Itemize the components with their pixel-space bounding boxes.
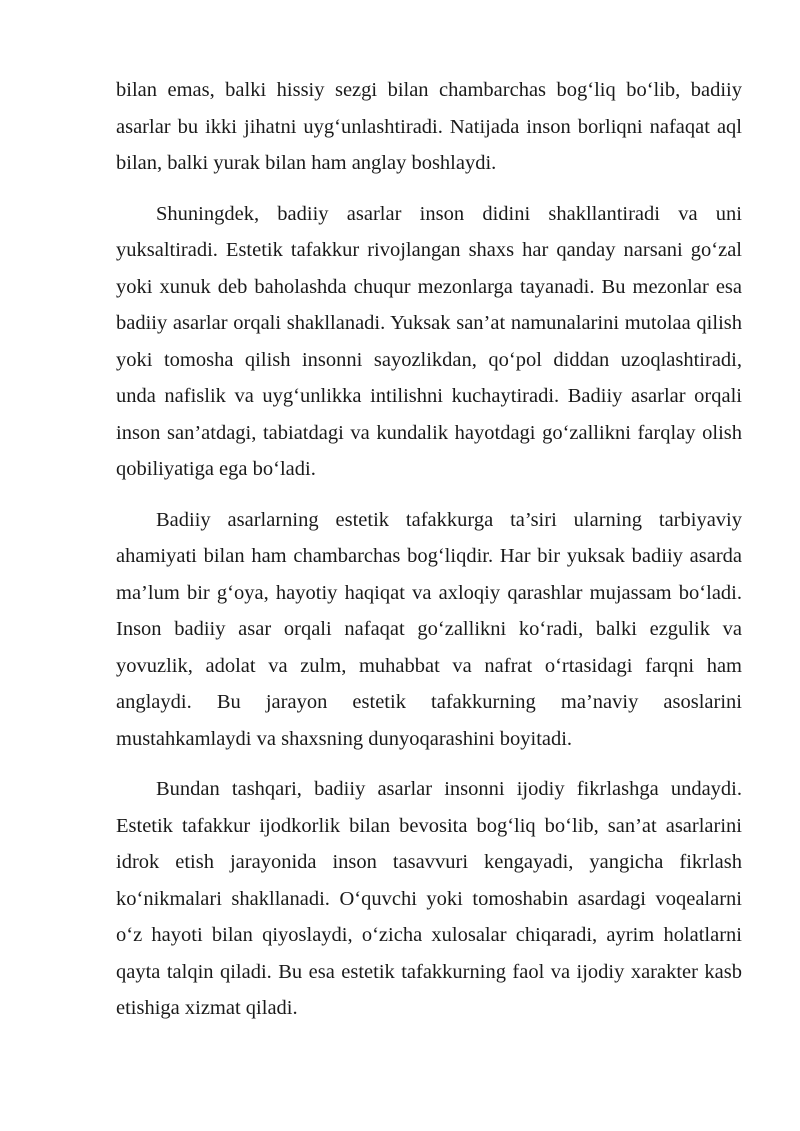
paragraph: Badiiy asarlarning estetik tafakkurga ta’siri ularning tarbiyaviy ahamiyati bilan ham chambarchas bog‘liqdir. Har bir yuksak badiiy asarda ma’lum bir g‘oya, hayotiy haqiqat va axloqiy qarashlar mujassam bo‘ladi. Inson badiiy asar orqali nafaqat go‘zallikni ko‘radi, balki ezgulik va yovuzlik, adolat va zulm, muhabbat va nafrat o‘rtasidagi farqni ham anglaydi. Bu jarayon estetik tafakkurning ma’naviy asoslarini mustahkamlaydi va shaxsning dunyoqarashini boyitadi.: [116, 508, 742, 750]
paragraph-continuation: bilan emas, balki hissiy sezgi bilan chambarchas bog‘liq bo‘lib, badiiy asarlar bu ikki jihatni uyg‘unlashtiradi. Natijada inson borliqni nafaqat aql bilan, balki yurak bilan ham anglay boshlaydi.: [116, 79, 742, 174]
paragraph: Shuningdek, badiiy asarlar inson didini shakllantiradi va uni yuksaltiradi. Estetik tafakkur rivojlangan shaxs har qanday narsani go‘zal yoki xunuk deb baholashda chuqur mezonlarga tayanadi. Bu mezonlar esa badiiy asarlar orqali shakllanadi. Yuksak san’at namunalarini mutolaa qilish yoki tomosha qilish insonni sayozlikdan, qo‘pol diddan uzoqlashtiradi, unda nafislik va uyg‘unlikka intilishni kuchaytiradi. Badiiy asarlar orqali inson san’atdagi, tabiatdagi va kundalik hayotdagi go‘zallikni farqlay olish qobiliyatiga ega bo‘ladi.: [116, 202, 742, 480]
paragraph: Bundan tashqari, badiiy asarlar insonni ijodiy fikrlashga undaydi. Estetik tafakkur ijodkorlik bilan bevosita bog‘liq bo‘lib, san’at asarlarini idrok etish jarayonida inson tasavvuri kengayadi, yangicha fikrlash ko‘nikmalari shakllanadi. O‘quvchi yoki tomoshabin asardagi voqealarni o‘z hayoti bilan qiyoslaydi, o‘zicha xulosalar chiqaradi, ayrim holatlarni qayta talqin qiladi. Bu esa estetik tafakkurning faol va ijodiy xarakter kasb etishiga xizmat qiladi.: [116, 778, 742, 1019]
body-text: [116, 72, 742, 1027]
